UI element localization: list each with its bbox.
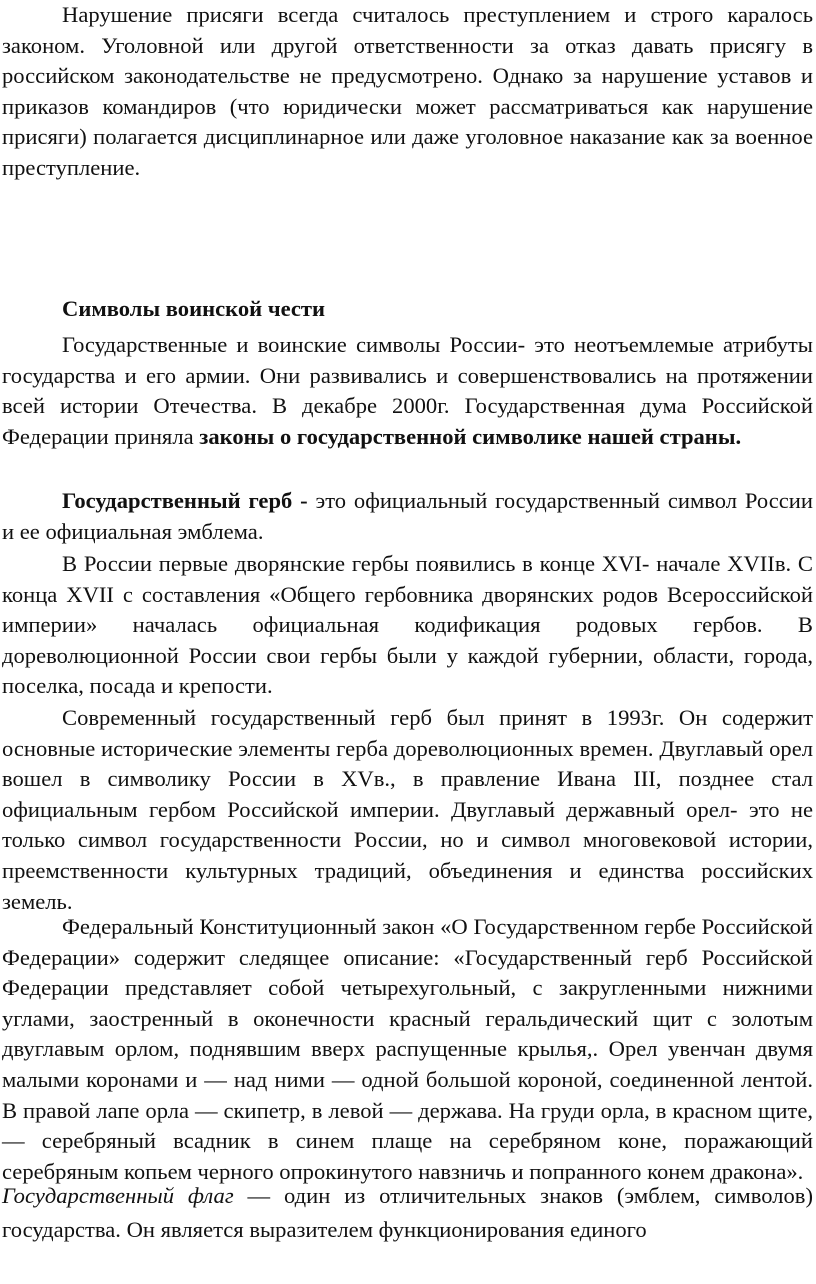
- section-heading: Символы воинской чести: [62, 296, 326, 321]
- paragraph-state-flag: [2, 1179, 813, 1247]
- state-flag-term: Государственный флаг: [2, 1183, 234, 1208]
- symbols-text: Государственные и воинские символы России- это неотъемлемые атрибуты государства и его армии. Они развивались и совершенствовались на протяжении всей истории Отечества. В декабре 2000г. Государственная дума Российской Федерации приняла: [2, 332, 813, 449]
- coat-of-arms-term: Государственный герб -: [62, 488, 308, 513]
- paragraph-coat-of-arms: [2, 486, 813, 547]
- coat-of-arms-definition: это официальный государственный символ России и ее официальная эмблема.: [2, 488, 813, 544]
- symbols-laws-bold: законы о государственной символике нашей страны.: [199, 423, 742, 449]
- paragraph-symbols: [2, 330, 813, 452]
- paragraph-coat-history: В России первые дворянские гербы появились в конце XVI- начале XVIIв. С конца XVII с составления «Общего гербовника дворянских родов Всероссийской империи» началась официальная кодификация родовых гербов. В дореволюционной России свои гербы были у каждой губернии, области, города, поселка, посада и крепости.: [2, 551, 813, 699]
- paragraph-modern-coat: Современный государственный герб был принят в 1993г. Он содержит основные исторические элементы герба дореволюционных времен. Двуглавый орел вошел в символику России в XVв., в правление Ивана III, позднее стал официальным гербом Российской империи. Двуглавый державный орел- это не только символ государственности России, но и символ многовековой истории, преемственности культурных традиций, объединения и единства российских земель.: [2, 705, 813, 914]
- paragraph-oath-violation: Нарушение присяги всегда считалось преступлением и строго каралось законом. Уголовной или другой ответственности за отказ давать присягу в российском законодательстве не предусмотрено. Однако за нарушение уставов и приказов командиров (что юридически может рассматриваться как нарушение присяги) полагается дисциплинарное или даже уголовное наказание как за военное преступление.: [2, 2, 813, 180]
- state-flag-definition: — один из отличительных знаков (эмблем, символов) государства. Он является выразителем функционирования единого: [2, 1183, 813, 1242]
- paragraph-constitutional-law: Федеральный Конституционный закон «О Государственном гербе Российской Федерации» содержит следящее описание: «Государственный герб Российской Федерации представляет собой четырехугольный, с закругленными нижними углами, заостренный в оконечности красный геральдический щит с золотым двуглавым орлом, поднявшим вверх распущенные крылья,. Орел увенчан двумя малыми коронами и — над ними — одной большой короной, соединенной лентой. В правой лапе орла — скипетр, в левой — держава. На груди орла, в красном щите, — серебряный всадник в синем плаще на серебряном коне, поражающий серебряным копьем черного опрокинутого навзничь и попранного конем дракона».: [2, 914, 813, 1184]
